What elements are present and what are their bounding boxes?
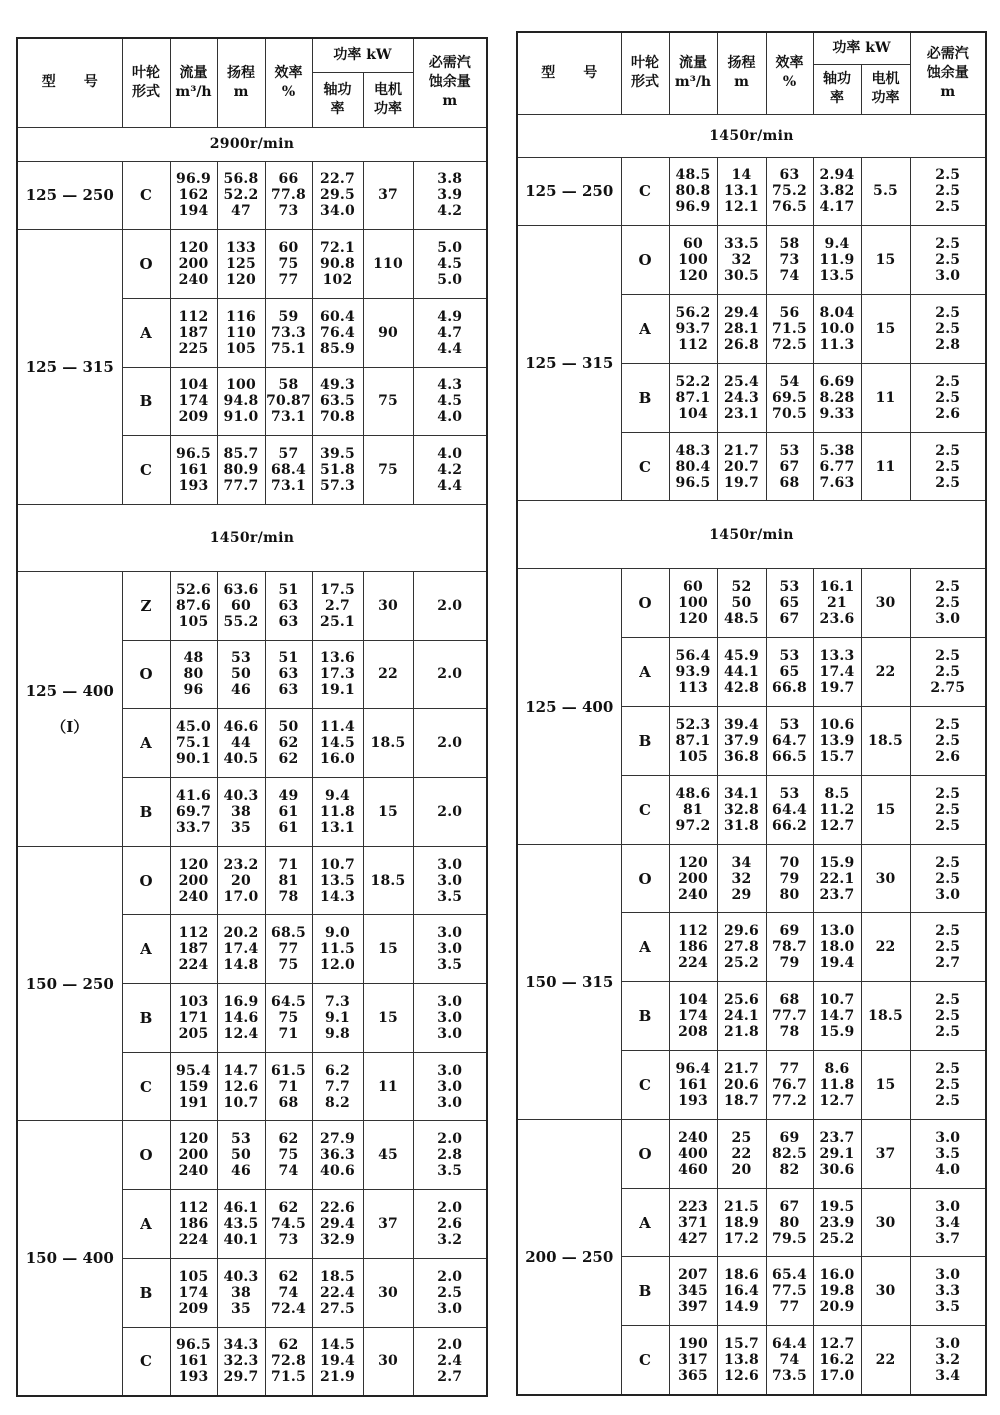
motor-power: 30 xyxy=(861,1188,910,1257)
flow-values: 112 186 224 xyxy=(170,1190,217,1259)
motor-power: 37 xyxy=(363,161,413,230)
impeller-type: A xyxy=(122,709,170,778)
efficiency-values: 65.4 77.5 77 xyxy=(766,1257,813,1326)
header-model: 型 号 xyxy=(517,32,621,114)
npsh-values: 2.5 2.5 2.6 xyxy=(910,363,986,432)
shaft-power-values: 72.1 90.8 102 xyxy=(312,230,363,299)
head-values: 116 110 105 xyxy=(217,298,265,367)
npsh-values: 2.0 2.4 2.7 xyxy=(413,1327,487,1396)
shaft-power-values: 5.38 6.77 7.63 xyxy=(813,432,861,501)
shaft-power-values: 15.9 22.1 23.7 xyxy=(813,844,861,913)
flow-values: 45.0 75.1 90.1 xyxy=(170,709,217,778)
efficiency-values: 71 81 78 xyxy=(265,846,312,915)
shaft-power-values: 8.6 11.8 12.7 xyxy=(813,1051,861,1120)
header-motor-power: 电机 功率 xyxy=(861,64,910,114)
flow-values: 240 400 460 xyxy=(669,1119,717,1188)
header-power: 功率 kW xyxy=(312,38,413,72)
model-name: 125 — 400 xyxy=(517,569,621,844)
impeller-type: C xyxy=(621,1051,669,1120)
head-values: 46.6 44 40.5 xyxy=(217,709,265,778)
shaft-power-values: 22.6 29.4 32.9 xyxy=(312,1190,363,1259)
impeller-type: A xyxy=(122,1190,170,1259)
efficiency-values: 59 73.3 75.1 xyxy=(265,298,312,367)
efficiency-values: 54 69.5 70.5 xyxy=(766,363,813,432)
speed-label: 1450r/min xyxy=(17,504,487,571)
efficiency-values: 62 74 72.4 xyxy=(265,1258,312,1327)
efficiency-values: 68.5 77 75 xyxy=(265,915,312,984)
npsh-values: 3.0 3.2 3.4 xyxy=(910,1326,986,1395)
shaft-power-values: 9.0 11.5 12.0 xyxy=(312,915,363,984)
head-values: 39.4 37.9 36.8 xyxy=(717,707,766,776)
flow-values: 103 171 205 xyxy=(170,984,217,1053)
shaft-power-values: 6.2 7.7 8.2 xyxy=(312,1052,363,1121)
header-head: 扬程 m xyxy=(717,32,766,114)
npsh-values: 4.3 4.5 4.0 xyxy=(413,367,487,436)
efficiency-values: 66 77.8 73 xyxy=(265,161,312,230)
flow-values: 48 80 96 xyxy=(170,640,217,709)
npsh-values: 2.5 2.5 3.0 xyxy=(910,226,986,295)
motor-power: 15 xyxy=(861,295,910,364)
head-values: 25.6 24.1 21.8 xyxy=(717,982,766,1051)
flow-values: 56.2 93.7 112 xyxy=(669,295,717,364)
impeller-type: O xyxy=(122,1121,170,1190)
shaft-power-values: 9.4 11.9 13.5 xyxy=(813,226,861,295)
flow-values: 96.5 161 193 xyxy=(170,1327,217,1396)
flow-values: 48.5 80.8 96.9 xyxy=(669,157,717,226)
efficiency-values: 63 75.2 76.5 xyxy=(766,157,813,226)
impeller-type: O xyxy=(122,640,170,709)
impeller-type: O xyxy=(621,226,669,295)
impeller-type: A xyxy=(122,298,170,367)
header-shaft-power: 轴功 率 xyxy=(312,72,363,127)
npsh-values: 2.5 2.5 2.5 xyxy=(910,1051,986,1120)
motor-power: 18.5 xyxy=(861,982,910,1051)
impeller-type: C xyxy=(122,1052,170,1121)
efficiency-values: 49 61 61 xyxy=(265,778,312,847)
shaft-power-values: 10.7 13.5 14.3 xyxy=(312,846,363,915)
header-row xyxy=(17,38,487,72)
shaft-power-values: 23.7 29.1 30.6 xyxy=(813,1119,861,1188)
shaft-power-values: 8.04 10.0 11.3 xyxy=(813,295,861,364)
header-shaft-power: 轴功 率 xyxy=(813,64,861,114)
header-head: 扬程 m xyxy=(217,38,265,127)
shaft-power-values: 16.1 21 23.6 xyxy=(813,569,861,638)
efficiency-values: 62 72.8 71.5 xyxy=(265,1327,312,1396)
motor-power: 90 xyxy=(363,298,413,367)
head-values: 46.1 43.5 40.1 xyxy=(217,1190,265,1259)
pump-table-right xyxy=(516,31,987,1396)
shaft-power-values: 19.5 23.9 25.2 xyxy=(813,1188,861,1257)
impeller-type: A xyxy=(122,915,170,984)
efficiency-values: 51 63 63 xyxy=(265,640,312,709)
shaft-power-values: 60.4 76.4 85.9 xyxy=(312,298,363,367)
flow-values: 48.6 81 97.2 xyxy=(669,775,717,844)
efficiency-values: 77 76.7 77.2 xyxy=(766,1051,813,1120)
flow-values: 190 317 365 xyxy=(669,1326,717,1395)
header-flow: 流量 m³/h xyxy=(170,38,217,127)
npsh-values: 3.0 3.0 3.0 xyxy=(413,1052,487,1121)
shaft-power-values: 12.7 16.2 17.0 xyxy=(813,1326,861,1395)
shaft-power-values: 16.0 19.8 20.9 xyxy=(813,1257,861,1326)
data-row xyxy=(17,1121,487,1190)
data-row xyxy=(17,230,487,299)
flow-values: 120 200 240 xyxy=(170,846,217,915)
model-name: 150 — 250 xyxy=(17,846,122,1121)
npsh-values: 2.0 2.6 3.2 xyxy=(413,1190,487,1259)
motor-power: 45 xyxy=(363,1121,413,1190)
flow-values: 120 200 240 xyxy=(170,230,217,299)
npsh-values: 3.0 3.3 3.5 xyxy=(910,1257,986,1326)
head-values: 20.2 17.4 14.8 xyxy=(217,915,265,984)
model-name: 200 — 250 xyxy=(517,1119,621,1394)
flow-values: 56.4 93.9 113 xyxy=(669,638,717,707)
flow-values: 104 174 209 xyxy=(170,367,217,436)
npsh-values: 2.0 2.5 3.0 xyxy=(413,1258,487,1327)
flow-values: 105 174 209 xyxy=(170,1258,217,1327)
flow-values: 48.3 80.4 96.5 xyxy=(669,432,717,501)
flow-values: 112 186 224 xyxy=(669,913,717,982)
shaft-power-values: 27.9 36.3 40.6 xyxy=(312,1121,363,1190)
shaft-power-values: 11.4 14.5 16.0 xyxy=(312,709,363,778)
npsh-values: 3.0 3.0 3.5 xyxy=(413,915,487,984)
impeller-type: B xyxy=(122,367,170,436)
motor-power: 15 xyxy=(363,984,413,1053)
motor-power: 110 xyxy=(363,230,413,299)
model-name: 125 — 250 xyxy=(517,157,621,226)
shaft-power-values: 13.6 17.3 19.1 xyxy=(312,640,363,709)
motor-power: 15 xyxy=(861,775,910,844)
npsh-values: 2.5 2.5 2.8 xyxy=(910,295,986,364)
speed-label: 1450r/min xyxy=(517,501,986,569)
efficiency-values: 53 65 66.8 xyxy=(766,638,813,707)
motor-power: 22 xyxy=(861,638,910,707)
npsh-values: 3.0 3.0 3.5 xyxy=(413,846,487,915)
efficiency-values: 50 62 62 xyxy=(265,709,312,778)
speed-row xyxy=(17,504,487,571)
head-values: 34.1 32.8 31.8 xyxy=(717,775,766,844)
efficiency-values: 61.5 71 68 xyxy=(265,1052,312,1121)
motor-power: 30 xyxy=(861,569,910,638)
head-values: 56.8 52.2 47 xyxy=(217,161,265,230)
motor-power: 30 xyxy=(861,1257,910,1326)
impeller-type: B xyxy=(122,778,170,847)
head-values: 33.5 32 30.5 xyxy=(717,226,766,295)
shaft-power-values: 6.69 8.28 9.33 xyxy=(813,363,861,432)
shaft-power-values: 17.5 2.7 25.1 xyxy=(312,571,363,640)
npsh-values: 2.5 2.5 3.0 xyxy=(910,569,986,638)
head-values: 16.9 14.6 12.4 xyxy=(217,984,265,1053)
efficiency-values: 64.5 75 71 xyxy=(265,984,312,1053)
shaft-power-values: 9.4 11.8 13.1 xyxy=(312,778,363,847)
npsh-values: 2.0 xyxy=(413,778,487,847)
model-name: 125 — 250 xyxy=(17,161,122,230)
efficiency-values: 69 78.7 79 xyxy=(766,913,813,982)
efficiency-values: 53 67 68 xyxy=(766,432,813,501)
head-values: 25 22 20 xyxy=(717,1119,766,1188)
npsh-values: 4.0 4.2 4.4 xyxy=(413,436,487,505)
shaft-power-values: 13.3 17.4 19.7 xyxy=(813,638,861,707)
motor-power: 37 xyxy=(861,1119,910,1188)
pump-table-left xyxy=(16,37,488,1397)
motor-power: 15 xyxy=(861,226,910,295)
motor-power: 30 xyxy=(861,844,910,913)
impeller-type: O xyxy=(122,846,170,915)
npsh-values: 3.0 3.0 3.0 xyxy=(413,984,487,1053)
impeller-type: B xyxy=(122,1258,170,1327)
head-values: 45.9 44.1 42.8 xyxy=(717,638,766,707)
head-values: 133 125 120 xyxy=(217,230,265,299)
efficiency-values: 62 75 74 xyxy=(265,1121,312,1190)
header-npsh: 必需汽 蚀余量 m xyxy=(910,32,986,114)
head-values: 29.6 27.8 25.2 xyxy=(717,913,766,982)
impeller-type: C xyxy=(621,157,669,226)
flow-values: 52.2 87.1 104 xyxy=(669,363,717,432)
header-flow: 流量 m³/h xyxy=(669,32,717,114)
motor-power: 30 xyxy=(363,1258,413,1327)
header-impeller-type: 叶轮 形式 xyxy=(621,32,669,114)
model-name: 125 — 315 xyxy=(517,226,621,501)
motor-power: 30 xyxy=(363,1327,413,1396)
shaft-power-values: 49.3 63.5 70.8 xyxy=(312,367,363,436)
efficiency-values: 53 65 67 xyxy=(766,569,813,638)
motor-power: 75 xyxy=(363,367,413,436)
impeller-type: O xyxy=(621,844,669,913)
efficiency-values: 67 80 79.5 xyxy=(766,1188,813,1257)
npsh-values: 5.0 4.5 5.0 xyxy=(413,230,487,299)
npsh-values: 2.5 2.5 2.5 xyxy=(910,157,986,226)
motor-power: 11 xyxy=(861,363,910,432)
npsh-values: 2.0 xyxy=(413,571,487,640)
model-name: 150 — 400 xyxy=(17,1121,122,1396)
flow-values: 52.3 87.1 105 xyxy=(669,707,717,776)
shaft-power-values: 7.3 9.1 9.8 xyxy=(312,984,363,1053)
flow-values: 223 371 427 xyxy=(669,1188,717,1257)
flow-values: 104 174 208 xyxy=(669,982,717,1051)
head-values: 14.7 12.6 10.7 xyxy=(217,1052,265,1121)
shaft-power-values: 13.0 18.0 19.4 xyxy=(813,913,861,982)
head-values: 100 94.8 91.0 xyxy=(217,367,265,436)
shaft-power-values: 22.7 29.5 34.0 xyxy=(312,161,363,230)
motor-power: 15 xyxy=(861,1051,910,1120)
model-name: 150 — 315 xyxy=(517,844,621,1119)
data-row xyxy=(17,846,487,915)
flow-values: 41.6 69.7 33.7 xyxy=(170,778,217,847)
flow-values: 96.4 161 193 xyxy=(669,1051,717,1120)
impeller-type: A xyxy=(621,638,669,707)
efficiency-values: 56 71.5 72.5 xyxy=(766,295,813,364)
shaft-power-values: 2.94 3.82 4.17 xyxy=(813,157,861,226)
data-row xyxy=(17,571,487,640)
npsh-values: 2.5 2.5 2.5 xyxy=(910,432,986,501)
impeller-type: Z xyxy=(122,571,170,640)
motor-power: 22 xyxy=(861,1326,910,1395)
head-values: 21.5 18.9 17.2 xyxy=(717,1188,766,1257)
head-values: 21.7 20.6 18.7 xyxy=(717,1051,766,1120)
npsh-values: 2.5 2.5 3.0 xyxy=(910,844,986,913)
header-efficiency: 效率 % xyxy=(265,38,312,127)
motor-power: 22 xyxy=(363,640,413,709)
motor-power: 15 xyxy=(363,915,413,984)
npsh-values: 2.5 2.5 2.7 xyxy=(910,913,986,982)
impeller-type: B xyxy=(621,1257,669,1326)
speed-row xyxy=(517,501,986,569)
flow-values: 207 345 397 xyxy=(669,1257,717,1326)
header-power: 功率 kW xyxy=(813,32,910,64)
efficiency-values: 53 64.4 66.2 xyxy=(766,775,813,844)
motor-power: 22 xyxy=(861,913,910,982)
flow-values: 96.9 162 194 xyxy=(170,161,217,230)
efficiency-values: 62 74.5 73 xyxy=(265,1190,312,1259)
flow-values: 60 100 120 xyxy=(669,226,717,295)
impeller-type: C xyxy=(621,775,669,844)
flow-values: 120 200 240 xyxy=(170,1121,217,1190)
flow-values: 112 187 224 xyxy=(170,915,217,984)
impeller-type: B xyxy=(621,363,669,432)
impeller-type: A xyxy=(621,913,669,982)
speed-row xyxy=(17,127,487,161)
efficiency-values: 58 70.87 73.1 xyxy=(265,367,312,436)
speed-row xyxy=(517,114,986,157)
npsh-values: 2.0 xyxy=(413,640,487,709)
data-row xyxy=(517,157,986,226)
motor-power: 18.5 xyxy=(363,846,413,915)
npsh-values: 2.5 2.5 2.75 xyxy=(910,638,986,707)
header-npsh: 必需汽 蚀余量 m xyxy=(413,38,487,127)
head-values: 52 50 48.5 xyxy=(717,569,766,638)
npsh-values: 3.8 3.9 4.2 xyxy=(413,161,487,230)
header-model: 型 号 xyxy=(17,38,122,127)
head-values: 85.7 80.9 77.7 xyxy=(217,436,265,505)
efficiency-values: 69 82.5 82 xyxy=(766,1119,813,1188)
efficiency-values: 51 63 63 xyxy=(265,571,312,640)
model-name: 125 — 315 xyxy=(17,230,122,505)
motor-power: 11 xyxy=(363,1052,413,1121)
head-values: 40.3 38 35 xyxy=(217,1258,265,1327)
data-row xyxy=(517,569,986,638)
motor-power: 15 xyxy=(363,778,413,847)
npsh-values: 2.0 2.8 3.5 xyxy=(413,1121,487,1190)
data-row xyxy=(517,844,986,913)
npsh-values: 4.9 4.7 4.4 xyxy=(413,298,487,367)
motor-power: 37 xyxy=(363,1190,413,1259)
efficiency-values: 64.4 74 73.5 xyxy=(766,1326,813,1395)
head-values: 18.6 16.4 14.9 xyxy=(717,1257,766,1326)
flow-values: 112 187 225 xyxy=(170,298,217,367)
impeller-type: B xyxy=(122,984,170,1053)
impeller-type: A xyxy=(621,295,669,364)
shaft-power-values: 8.5 11.2 12.7 xyxy=(813,775,861,844)
flow-values: 120 200 240 xyxy=(669,844,717,913)
model-name: 125 — 400 （Ⅰ） xyxy=(17,571,122,846)
speed-label: 2900r/min xyxy=(17,127,487,161)
head-values: 40.3 38 35 xyxy=(217,778,265,847)
head-values: 15.7 13.8 12.6 xyxy=(717,1326,766,1395)
motor-power: 30 xyxy=(363,571,413,640)
npsh-values: 2.5 2.5 2.6 xyxy=(910,707,986,776)
impeller-type: C xyxy=(122,161,170,230)
head-values: 53 50 46 xyxy=(217,1121,265,1190)
efficiency-values: 53 64.7 66.5 xyxy=(766,707,813,776)
motor-power: 18.5 xyxy=(861,707,910,776)
flow-values: 52.6 87.6 105 xyxy=(170,571,217,640)
efficiency-values: 70 79 80 xyxy=(766,844,813,913)
header-efficiency: 效率 % xyxy=(766,32,813,114)
npsh-values: 3.0 3.5 4.0 xyxy=(910,1119,986,1188)
motor-power: 11 xyxy=(861,432,910,501)
npsh-values: 3.0 3.4 3.7 xyxy=(910,1188,986,1257)
header-impeller-type: 叶轮 形式 xyxy=(122,38,170,127)
flow-values: 95.4 159 191 xyxy=(170,1052,217,1121)
flow-values: 96.5 161 193 xyxy=(170,436,217,505)
shaft-power-values: 10.7 14.7 15.9 xyxy=(813,982,861,1051)
head-values: 14 13.1 12.1 xyxy=(717,157,766,226)
head-values: 34 32 29 xyxy=(717,844,766,913)
shaft-power-values: 10.6 13.9 15.7 xyxy=(813,707,861,776)
impeller-type: O xyxy=(621,1119,669,1188)
data-row xyxy=(517,226,986,295)
npsh-values: 2.5 2.5 2.5 xyxy=(910,775,986,844)
motor-power: 75 xyxy=(363,436,413,505)
shaft-power-values: 14.5 19.4 21.9 xyxy=(312,1327,363,1396)
head-values: 29.4 28.1 26.8 xyxy=(717,295,766,364)
npsh-values: 2.0 xyxy=(413,709,487,778)
impeller-type: O xyxy=(621,569,669,638)
npsh-values: 2.5 2.5 2.5 xyxy=(910,982,986,1051)
shaft-power-values: 18.5 22.4 27.5 xyxy=(312,1258,363,1327)
impeller-type: B xyxy=(621,982,669,1051)
head-values: 53 50 46 xyxy=(217,640,265,709)
header-motor-power: 电机 功率 xyxy=(363,72,413,127)
impeller-type: A xyxy=(621,1188,669,1257)
head-values: 23.2 20 17.0 xyxy=(217,846,265,915)
header-row xyxy=(517,32,986,64)
speed-label: 1450r/min xyxy=(517,114,986,157)
data-row xyxy=(17,161,487,230)
impeller-type: C xyxy=(621,1326,669,1395)
head-values: 34.3 32.3 29.7 xyxy=(217,1327,265,1396)
motor-power: 18.5 xyxy=(363,709,413,778)
shaft-power-values: 39.5 51.8 57.3 xyxy=(312,436,363,505)
impeller-type: C xyxy=(621,432,669,501)
efficiency-values: 68 77.7 78 xyxy=(766,982,813,1051)
head-values: 63.6 60 55.2 xyxy=(217,571,265,640)
impeller-type: O xyxy=(122,230,170,299)
data-row xyxy=(517,1119,986,1188)
motor-power: 5.5 xyxy=(861,157,910,226)
impeller-type: C xyxy=(122,436,170,505)
efficiency-values: 60 75 77 xyxy=(265,230,312,299)
head-values: 21.7 20.7 19.7 xyxy=(717,432,766,501)
flow-values: 60 100 120 xyxy=(669,569,717,638)
head-values: 25.4 24.3 23.1 xyxy=(717,363,766,432)
impeller-type: C xyxy=(122,1327,170,1396)
efficiency-values: 58 73 74 xyxy=(766,226,813,295)
impeller-type: B xyxy=(621,707,669,776)
efficiency-values: 57 68.4 73.1 xyxy=(265,436,312,505)
